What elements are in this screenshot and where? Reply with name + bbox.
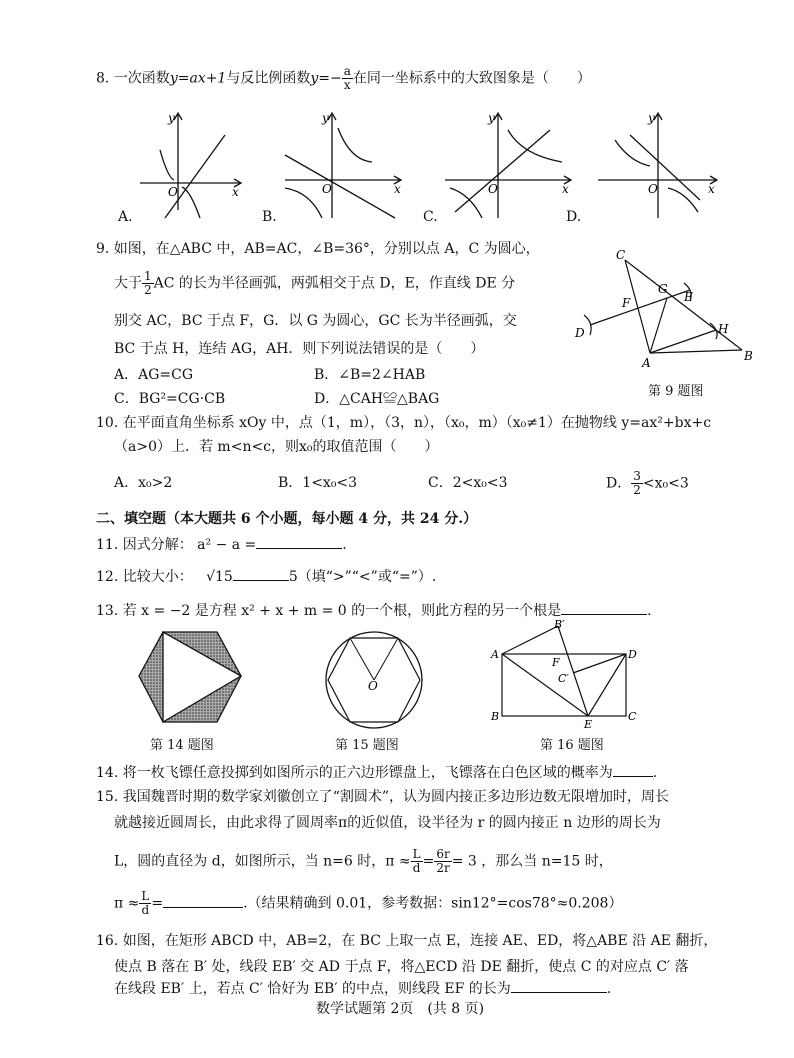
q16-line3: 在线段 EB′ 上，若点 C′ 恰好为 EB′ 的中点，则线段 EF 的长为 .	[114, 981, 612, 997]
q8-option-b: B.	[262, 209, 277, 225]
graph-a	[140, 113, 241, 218]
q15-line3: L，圆的直径为 d，如图所示，当 n=6 时，π ≈ $\frac{L}{d}$ = $\frac{6r}{2r}$ = 3 ，那么当 n=15 时，	[114, 847, 613, 875]
axis-y-label: y	[648, 111, 655, 125]
svg-text:A: A	[642, 356, 651, 370]
q9-option-a: A．AG=CG	[114, 367, 194, 383]
q10-option-d: D． $\frac{3}{2}$ <x₀<3	[606, 469, 689, 497]
svg-text:C: C	[628, 710, 637, 723]
svg-text:B′: B′	[554, 618, 565, 631]
q8-option-c: C.	[423, 209, 438, 225]
fig16-rectangle	[488, 618, 638, 730]
origin-label: O	[168, 185, 178, 199]
q11: 11. 因式分解： a² − a = .	[96, 537, 347, 553]
origin-label: O	[488, 182, 498, 196]
q9-line4: BC 于点 H，连结 AG，AH．则下列说法错误的是（ ）	[114, 341, 485, 357]
fig14-hexagon	[135, 628, 245, 728]
axis-x-label: x	[394, 182, 401, 196]
svg-text:A: A	[491, 648, 499, 661]
q8-graphs	[110, 100, 770, 225]
fig15-caption: 第 15 题图	[335, 738, 399, 753]
q9-option-d: D．△CAH≌△BAG	[314, 391, 440, 407]
q15-line2: 就越接近圆周长，由此求得了圆周率π的近似值，设半径为 r 的圆内接正 n 边形的周长为	[114, 815, 661, 831]
svg-text:H: H	[718, 322, 729, 336]
page-footer: 数学试题第 2页 (共 8 页)	[316, 1001, 485, 1017]
q9-figure	[570, 245, 760, 370]
graph-b	[285, 113, 401, 218]
axis-y-label: y	[488, 111, 495, 125]
section-heading: 二、填空题（本大题共 6 个小题，每小题 4 分，共 24 分.）	[96, 511, 478, 527]
svg-text:B: B	[491, 710, 500, 723]
origin-label: O	[648, 182, 658, 196]
fig15-circle	[322, 628, 426, 732]
axis-x-label: x	[232, 185, 239, 199]
svg-text:F: F	[622, 296, 631, 310]
fig14-caption: 第 14 题图	[150, 738, 214, 753]
svg-text:C′: C′	[558, 672, 569, 685]
q15-line1: 15. 我国魏晋时期的数学家刘徽创立了“割圆术”，认为圆内接正多边形边数无限增加时，周长	[96, 789, 670, 805]
origin-label: O	[322, 182, 332, 196]
svg-text:D: D	[575, 326, 585, 340]
q10-option-a: A．x₀>2	[114, 475, 173, 491]
q15-line4: π ≈ $\frac{L}{d}$ = .（结果精确到 0.01，参考数据：sin12°=cos78°≈0.208）	[114, 889, 623, 917]
svg-text:D: D	[628, 648, 637, 661]
svg-text:B: B	[744, 349, 753, 363]
graph-c	[445, 113, 571, 218]
q9-option-b: B．∠B=2∠HAB	[314, 367, 426, 383]
q9-line2: 大于 $\frac{1}{2}$ AC 的长为半径画弧，两弧相交于点 D，E，作直线 DE 分	[114, 269, 516, 297]
q9-option-c: C．BG²=CG·CB	[114, 391, 226, 407]
q8-option-a: A.	[118, 209, 133, 225]
svg-text:F: F	[552, 656, 560, 669]
svg-text:O: O	[368, 679, 378, 693]
axis-y-label: y	[322, 111, 329, 125]
q10-line2: （a>0）上．若 m<n<c，则x₀的取值范围（ ）	[114, 439, 439, 455]
q9-line1: 9. 如图，在△ABC 中，AB=AC，∠B=36°，分别以点 A，C 为圆心，	[96, 241, 540, 257]
q9-line3: 别交 AC，BC 于点 F，G．以 G 为圆心，GC 长为半径画弧，交	[114, 313, 517, 329]
q16-line2: 使点 B 落在 B′ 处，线段 EB′ 交 AD 于点 F，将△ECD 沿 DE 翻折，使点 C 的对应点 C′ 落	[114, 959, 689, 975]
svg-text:E: E	[684, 290, 693, 304]
fig16-caption: 第 16 题图	[540, 738, 604, 753]
q10-option-b: B．1<x₀<3	[278, 475, 358, 491]
q10-option-c: C．2<x₀<3	[428, 475, 508, 491]
svg-text:C: C	[616, 248, 626, 262]
q12: 12. 比较大小： √15 5（填“>”“<”或“=”）.	[96, 569, 437, 585]
axis-x-label: x	[708, 182, 715, 196]
axis-y-label: y	[168, 111, 175, 125]
q10-line1: 10. 在平面直角坐标系 xOy 中，点（1，m），（3，n），（x₀，m）（x₀≠1）在抛物线 y=ax²+bx+c	[96, 415, 712, 431]
q8-fraction: $\frac{a}{x}$	[343, 64, 351, 92]
svg-text:G: G	[658, 282, 668, 296]
q14: 14. 将一枚飞镖任意投掷到如图所示的正六边形镖盘上，飞镖落在白色区域的概率为 .	[96, 765, 658, 781]
svg-text:E: E	[584, 718, 593, 730]
q8-option-d: D.	[566, 209, 582, 225]
q8-stem: 8. 一次函数y=ax+1与反比例函数y=− $\frac{a}{x}$ 在同一坐标系中的大致图象是（ ）	[96, 64, 591, 92]
q16-line1: 16. 如图，在矩形 ABCD 中，AB=2，在 BC 上取一点 E，连接 AE、ED，将△ABE 沿 AE 翻折，	[96, 933, 718, 949]
q9-caption: 第 9 题图	[648, 384, 704, 399]
graph-d	[598, 113, 717, 218]
axis-x-label: x	[562, 182, 569, 196]
q13: 13. 若 x = −2 是方程 x² + x + m = 0 的一个根，则此方程的另一个根是 .	[96, 603, 652, 619]
